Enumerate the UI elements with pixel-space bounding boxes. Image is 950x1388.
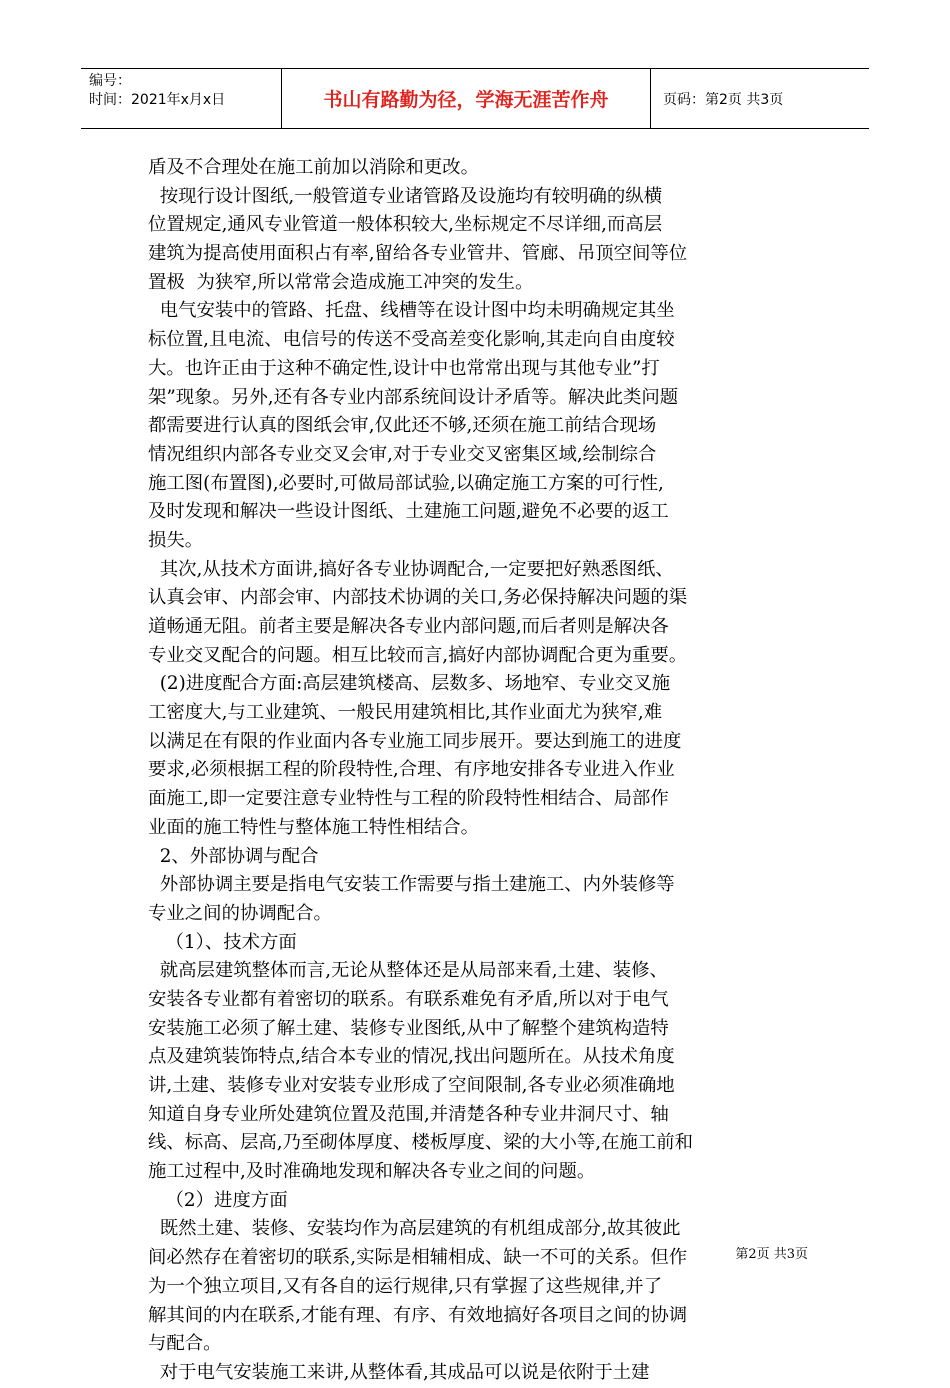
text-line: 与配合。 <box>148 1333 222 1355</box>
text-line: (2)进度配合方面:高层建筑楼高、层数多、场地窄、专业交叉施 <box>148 673 671 695</box>
text-line: 业面的施工特性与整体施工特性相结合。 <box>148 816 480 838</box>
text-line: 建筑为提高使用面积占有率,留给各专业管井、管廊、吊顶空间等位 <box>148 243 688 265</box>
text-line: 专业交叉配合的问题。相互比较而言,搞好内部协调配合更为重要。 <box>148 644 688 666</box>
text-line: 知道自身专业所处建筑位置及范围,并清楚各种专业井洞尺寸、轴 <box>148 1103 669 1125</box>
text-line: 讲,土建、装修专业对安装专业形成了空间限制,各专业必须准确地 <box>148 1075 675 1096</box>
header-number-label: 编号： <box>89 73 131 89</box>
text-line: 专业之间的协调配合。 <box>148 902 332 924</box>
text-line: 电气安装中的管路、托盘、线槽等在设计图中均未明确规定其坐 <box>148 300 675 322</box>
text-line: 工密度大,与工业建筑、一般民用建筑相比,其作业面尤为狭窄,难 <box>148 702 663 724</box>
text-line: 损失。 <box>148 529 204 551</box>
text-line: 及时发现和解决一些设计图纸、土建施工问题,避免不必要的返工 <box>148 501 669 523</box>
text-line: 面施工,即一定要注意专业特性与工程的阶段特性相结合、局部作 <box>148 788 669 810</box>
text-line: 既然土建、装修、安装均作为高层建筑的有机组成部分,故其彼此 <box>148 1218 681 1240</box>
text-line: 要求,必须根据工程的阶段特性,合理、有序地安排各专业进入作业 <box>148 759 675 781</box>
header-meta <box>81 69 281 128</box>
text-line: 安装施工必须了解土建、装修专业图纸,从中了解整个建筑构造特 <box>148 1017 669 1039</box>
header-date-label: 时间：2021年x月x日 <box>89 92 226 108</box>
text-line: 架”现象。另外,还有各专业内部系统间设计矛盾等。解决此类问题 <box>148 386 679 408</box>
text-line: 按现行设计图纸,一般管道专业诸管路及设施均有较明确的纵横 <box>148 185 663 207</box>
page-footer: 第2页 共3页 <box>735 1247 808 1262</box>
text-line: 外部协调主要是指电气安装工作需要与指土建施工、内外装修等 <box>148 874 675 896</box>
text-line: 施工图(布置图),必要时,可做局部试验,以确定施工方案的可行性, <box>148 472 664 494</box>
text-line: 施工过程中,及时准确地发现和解决各专业之间的问题。 <box>148 1161 596 1183</box>
text-line: 位置规定,通风专业管道一般体积较大,坐标规定不尽详细,而高层 <box>148 214 663 236</box>
header-motto: 书山有路勤为径，学海无涯苦作舟 <box>323 89 609 111</box>
header-page-cell <box>651 69 869 128</box>
text-line: 其次,从技术方面讲,搞好各专业协调配合,一定要把好熟悉图纸、 <box>148 558 674 580</box>
text-line: 对于电气安装施工来讲,从整体看,其成品可以说是依附于土建 <box>148 1361 650 1383</box>
text-line: 解其间的内在联系,才能有理、有序、有效地搞好各项目之间的协调 <box>148 1304 688 1326</box>
text-line: 为一个独立项目,又有各自的运行规律,只有掌握了这些规律,并了 <box>148 1275 663 1297</box>
text-line: 间必然存在着密切的联系,实际是相辅相成、缺一不可的关系。但作 <box>148 1247 688 1269</box>
text-line: 2、外部协调与配合 <box>148 845 319 867</box>
text-line: 都需要进行认真的图纸会审,仅此还不够,还须在施工前结合现场 <box>148 415 657 437</box>
header-motto-cell <box>281 69 651 128</box>
document-body <box>148 154 794 1388</box>
text-line: 道畅通无阻。前者主要是解决各专业内部问题,而后者则是解决各 <box>148 616 669 637</box>
text-line: 情况组织内部各专业交叉会审,对于专业交叉密集区域,绘制综合 <box>148 443 657 465</box>
text-line: 点及建筑装饰特点,结合本专业的情况,找出问题所在。从技术角度 <box>148 1046 675 1068</box>
text-line: 盾及不合理处在施工前加以消除和更改。 <box>148 157 480 178</box>
text-line: 置极 为狭窄,所以常常会造成施工冲突的发生。 <box>148 271 534 293</box>
text-line: 认真会审、内部会审、内部技术协调的关口,务必保持解决问题的渠 <box>148 587 688 609</box>
text-line: 就高层建筑整体而言,无论从整体还是从局部来看,土建、装修、 <box>148 960 668 982</box>
page-header <box>81 68 869 129</box>
text-line: （2）进度方面 <box>148 1189 288 1211</box>
text-line: 以满足在有限的作业面内各专业施工同步展开。要达到施工的进度 <box>148 730 682 752</box>
text-line: 线、标高、层高,乃至砌体厚度、楼板厚度、梁的大小等,在施工前和 <box>148 1132 694 1154</box>
header-page-label: 页码：第2页 共3页 <box>663 91 784 108</box>
text-line: （1）、技术方面 <box>148 931 297 953</box>
text-line: 安装各专业都有着密切的联系。有联系难免有矛盾,所以对于电气 <box>148 988 669 1010</box>
text-line: 标位置,且电流、电信号的传送不受高差变化影响,其走向自由度较 <box>148 329 675 351</box>
text-line: 大。也许正由于这种不确定性,设计中也常常出现与其他专业”打 <box>148 357 660 379</box>
